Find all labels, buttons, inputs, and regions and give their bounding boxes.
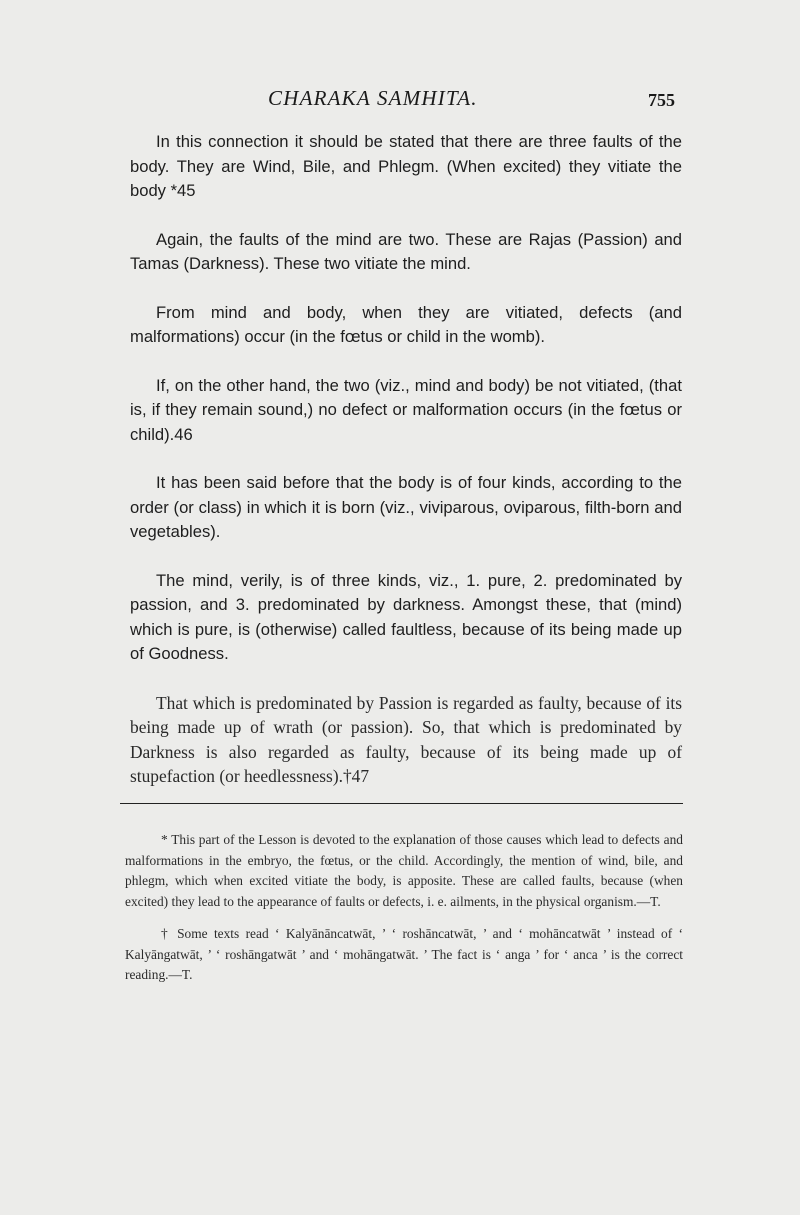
paragraph: From mind and body, when they are vitiated, defects (and malformations) occur (in the fœtus or child in the womb). [130,302,682,346]
paragraph: That which is predominated by Passion is regarded as faulty, because of its being made up of wrath (or passion). So, that which is predominated by Darkness is also regarded as faulty, because of its being made up of stupefaction (or heedlessness).†47 [130,692,682,786]
footnotes [125,830,683,998]
footnote: * This part of the Lesson is devoted to the explanation of those causes which lead to defects and malformations in the embryo, the fœtus, or the child. Accordingly, the mention of wind, bile, and phlegm, which when excited vitiate the body, is apposite. These are called faults, because (when excited) they lead to the appearance of faults or defects, i. e. ailments, in the physical organism.—T. [125,832,683,909]
paragraph: Again, the faults of the mind are two. These are Rajas (Passion) and Tamas (Darkness). These two vitiate the mind. [130,229,682,273]
paragraph: In this connection it should be stated that there are three faults of the body. They are Wind, Bile, and Phlegm. (When excited) they vitiate the body *45 [130,132,682,200]
body-text [130,130,682,813]
footnote: † Some texts read ‘ Kalyānāncatwāt, ’ ‘ roshāncatwāt, ’ and ‘ mohāncatwāt ’ instead of ‘ Kalyāngatwāt, ’ ‘ roshāngatwāt ’ and ‘ mohāngatwāt. ’ The fact is ‘ anga ’ for ‘ anca ’ is the correct reading.—T. [125,926,683,982]
running-head [0,86,800,116]
page-number: 755 [648,90,675,110]
paragraph: It has been said before that the body is of four kinds, according to the order (or class) in which it is born (viz., viviparous, oviparous, filth-born and vegetables). [130,473,682,541]
paragraph: If, on the other hand, the two (viz., mind and body) be not vitiated, (that is, if they remain sound,) no defect or malformation occurs (in the fœtus or child).46 [130,375,682,444]
running-title: CHARAKA SAMHITA. [268,86,478,110]
paragraph: The mind, verily, is of three kinds, viz., 1. pure, 2. predominated by passion, and 3. predominated by darkness. Amongst these, that (mind) which is pure, is (otherwise) called faultless, because of its being made up of Goodness. [130,570,682,663]
footnote-divider [120,803,683,804]
